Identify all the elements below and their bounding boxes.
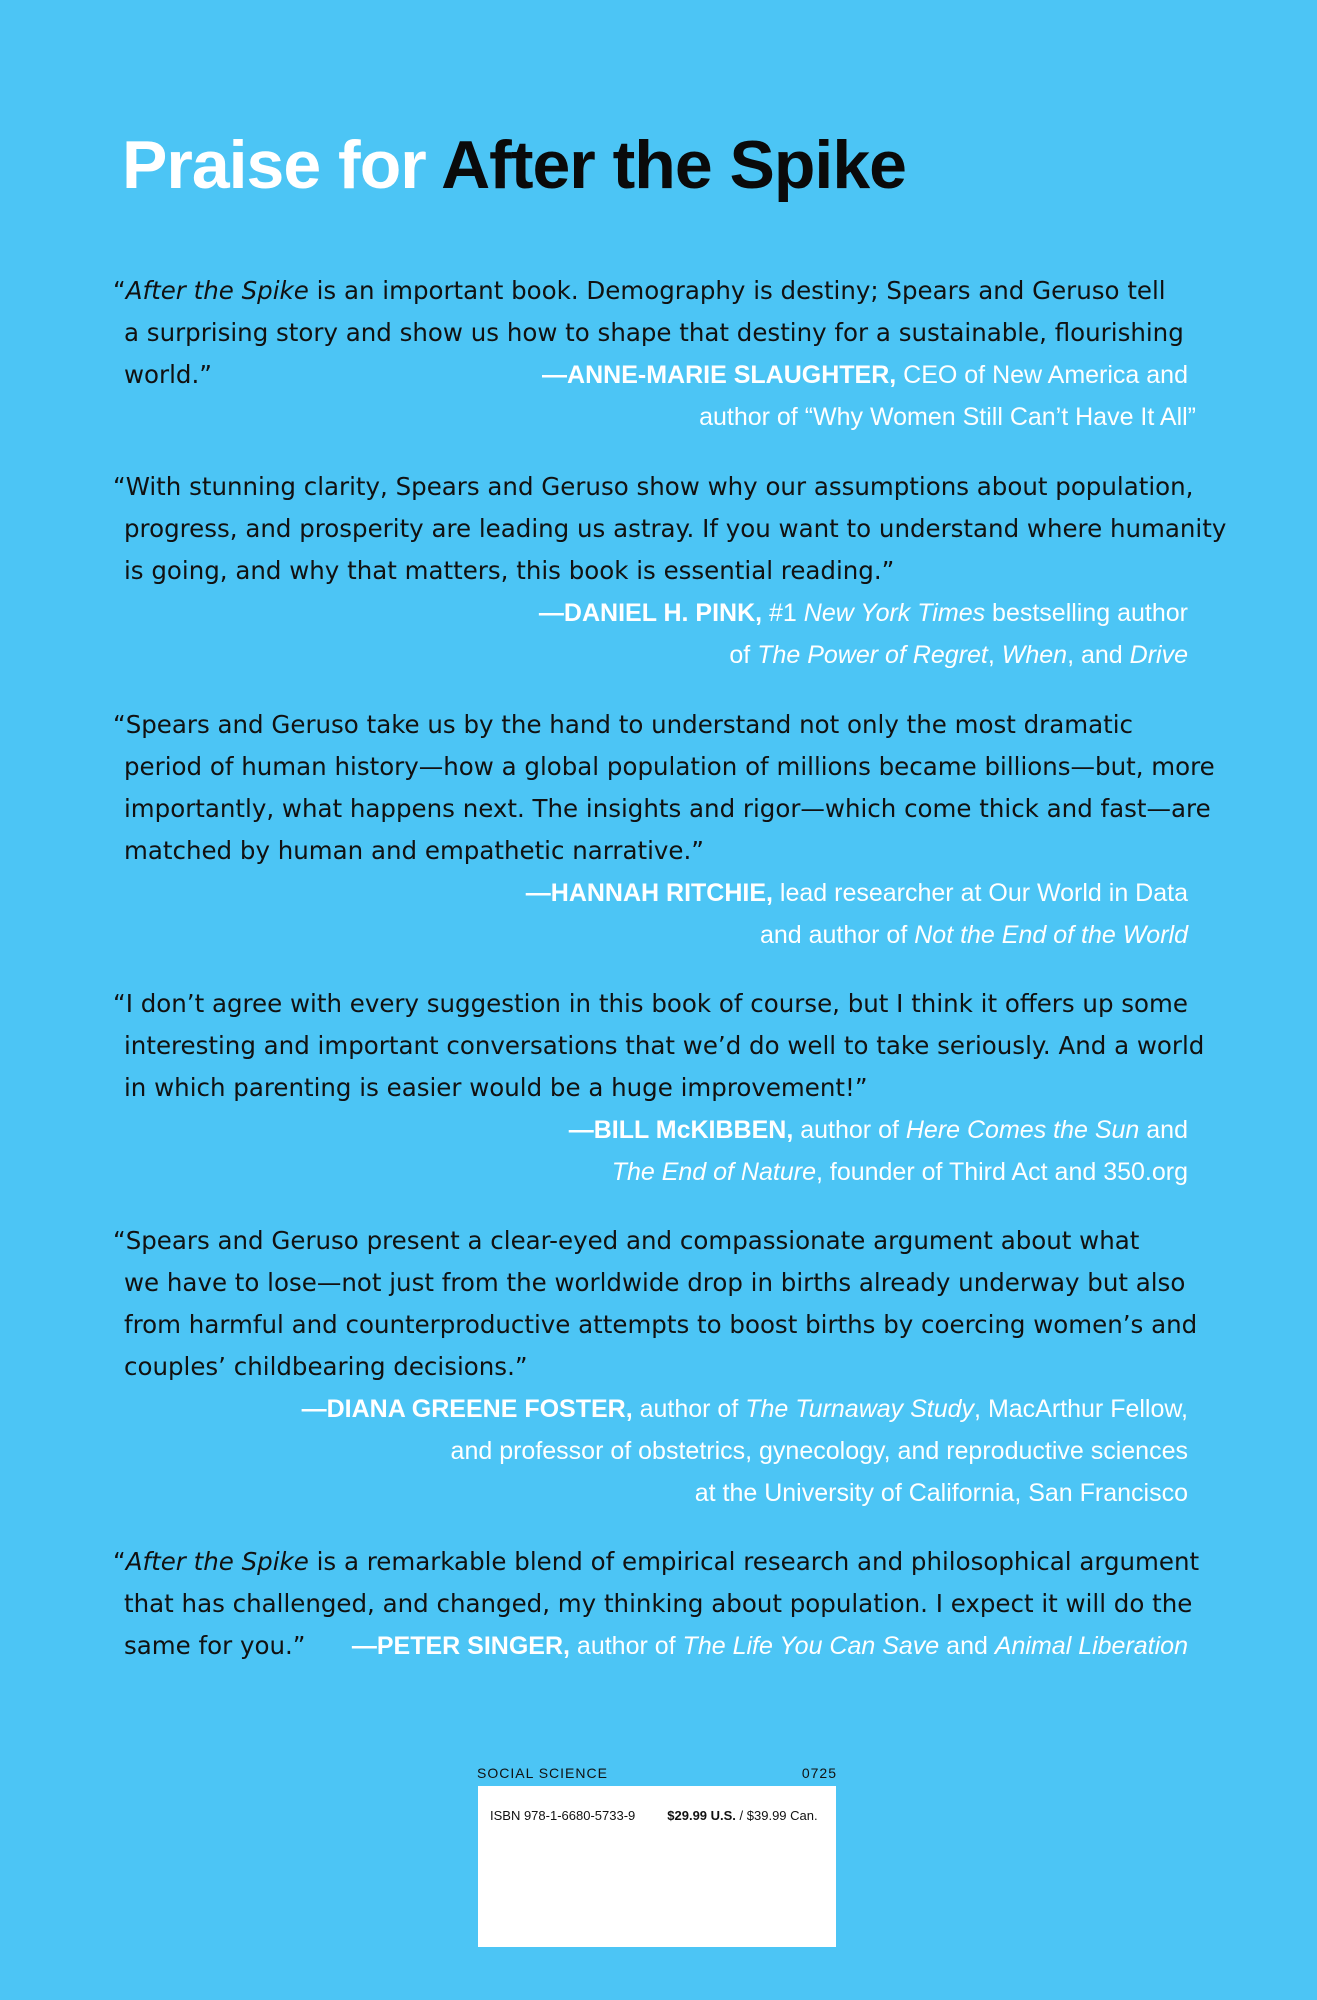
quote-slaughter — [113, 270, 1196, 438]
quote-text: is an important book. Demography is destiny; Spears and Geruso tell — [308, 276, 1166, 305]
category-label: SOCIAL SCIENCE — [477, 1765, 608, 1781]
attribution-name: —DIANA GREENE FOSTER, — [301, 1395, 633, 1423]
quote-line: that has challenged, and changed, my thinking about population. I expect it will do the — [124, 1589, 1193, 1618]
book-title-italic: After the Spike — [125, 276, 309, 305]
quote-line: is going, and why that matters, this book is essential reading.” — [124, 556, 895, 585]
quote-text: world.” — [124, 360, 212, 389]
attribution-text: author of “Why Women Still Can’t Have It All” — [699, 403, 1196, 431]
attribution-text: bestselling author — [985, 599, 1188, 627]
barcode-box — [478, 1786, 836, 1947]
quote-line: matched by human and empathetic narrative.” — [124, 836, 704, 865]
attribution-italic: The Life You Can Save — [682, 1632, 940, 1660]
attribution-text: author of — [632, 1395, 746, 1423]
quote-line — [113, 1625, 1188, 1667]
quote-line: progress, and prosperity are leading us astray. If you want to understand where humanity — [124, 514, 1227, 543]
quote-line — [113, 270, 1193, 312]
attribution-text: , and — [1067, 641, 1130, 669]
heading-book-title: After the Spike — [441, 127, 906, 203]
attribution-italic: Drive — [1129, 641, 1188, 669]
price — [667, 1808, 817, 1823]
attribution-italic: Animal Liberation — [994, 1632, 1188, 1660]
attribution-text: of — [729, 641, 758, 669]
attribution-text: lead researcher at Our World in Data — [772, 879, 1188, 907]
attribution — [113, 1472, 1188, 1514]
quote-text: same for you.” — [124, 1631, 306, 1660]
attribution-name: —BILL McKIBBEN, — [568, 1116, 794, 1144]
page-title — [122, 126, 906, 204]
quote-line — [113, 1541, 1200, 1583]
attribution — [113, 1151, 1188, 1193]
attribution — [113, 592, 1188, 634]
attribution-italic: The Power of Regret — [757, 641, 988, 669]
quote-foster — [113, 1220, 1198, 1514]
open-quote: “ — [113, 1547, 126, 1576]
attribution — [113, 1388, 1188, 1430]
quote-line: “Spears and Geruso present a clear-eyed and compassionate argument about what — [113, 1226, 1140, 1255]
price-us: $29.99 U.S. — [667, 1808, 736, 1823]
attribution-italic: The End of Nature — [611, 1158, 816, 1186]
attribution-text: and — [939, 1632, 995, 1660]
attribution-name: —PETER SINGER, — [351, 1632, 570, 1660]
attribution-italic: New York Times — [803, 599, 986, 627]
quote-line — [113, 354, 1188, 396]
price-code: 0725 — [801, 1765, 837, 1781]
quote-line: “Spears and Geruso take us by the hand to understand not only the most dramatic — [113, 710, 1134, 739]
attribution — [113, 914, 1188, 956]
attribution-italic: The Turnaway Study — [745, 1395, 975, 1423]
open-quote: “ — [113, 276, 126, 305]
quote-line: interesting and important conversations that we’d do well to take seriously. And a world — [124, 1031, 1205, 1060]
barcode-label-row — [477, 1765, 837, 1781]
attribution — [542, 354, 1188, 396]
attribution-italic: Not the End of the World — [914, 921, 1188, 949]
quote-mckibben — [113, 983, 1205, 1193]
quote-line: from harmful and counterproductive attempts to boost births by coercing women’s and — [124, 1310, 1198, 1339]
book-title-italic: After the Spike — [125, 1547, 309, 1576]
quote-singer — [113, 1541, 1200, 1667]
attribution — [113, 872, 1188, 914]
attribution-text: author of — [569, 1632, 683, 1660]
attribution-text: , MacArthur Fellow, — [974, 1395, 1188, 1423]
attribution-italic: Here Comes the Sun — [905, 1116, 1140, 1144]
attribution-text: , — [987, 641, 1002, 669]
attribution — [113, 1109, 1188, 1151]
quote-line: couples’ childbearing decisions.” — [124, 1352, 528, 1381]
attribution-text: at the University of California, San Francisco — [694, 1479, 1188, 1507]
attribution — [113, 1430, 1188, 1472]
price-can: $39.99 Can. — [746, 1808, 818, 1823]
attribution-name: —ANNE-MARIE SLAUGHTER, — [542, 361, 897, 389]
attribution-text: #1 — [762, 599, 804, 627]
barcode-info-row — [478, 1786, 836, 1823]
attribution-text: author of — [793, 1116, 906, 1144]
quote-line: period of human history—how a global population of millions became billions—but, more — [124, 752, 1215, 781]
price-separator: / — [735, 1808, 747, 1823]
quote-line: in which parenting is easier would be a huge improvement!” — [124, 1073, 868, 1102]
quote-line: “I don’t agree with every suggestion in this book of course, but I think it offers up some — [113, 989, 1188, 1018]
quote-ritchie — [113, 704, 1215, 956]
quote-line: a surprising story and show us how to shape that destiny for a sustainable, flourishing — [124, 318, 1184, 347]
attribution-name: —HANNAH RITCHIE, — [525, 879, 773, 907]
attribution-text: and author of — [759, 921, 915, 949]
attribution-text: CEO of New America and — [896, 361, 1188, 389]
quote-text: is a remarkable blend of empirical research and philosophical argument — [308, 1547, 1200, 1576]
attribution-text: , founder of Third Act and 350.org — [815, 1158, 1188, 1186]
attribution-text: and — [1139, 1116, 1188, 1144]
quote-pink — [113, 466, 1227, 676]
quote-line: we have to lose—not just from the worldwide drop in births already underway but also — [124, 1268, 1186, 1297]
attribution-text: and professor of obstetrics, gynecology, and reproductive sciences — [450, 1437, 1188, 1465]
attribution-name: —DANIEL H. PINK, — [538, 599, 763, 627]
attribution-italic: When — [1001, 641, 1068, 669]
isbn: ISBN 978-1-6680-5733-9 — [490, 1808, 636, 1823]
heading-lead: Praise for — [122, 127, 426, 203]
attribution — [352, 1625, 1188, 1667]
quote-line: “With stunning clarity, Spears and Geruso show why our assumptions about population, — [113, 472, 1194, 501]
attribution — [113, 396, 1196, 438]
attribution — [113, 634, 1188, 676]
quote-line: importantly, what happens next. The insights and rigor—which come thick and fast—are — [124, 794, 1211, 823]
